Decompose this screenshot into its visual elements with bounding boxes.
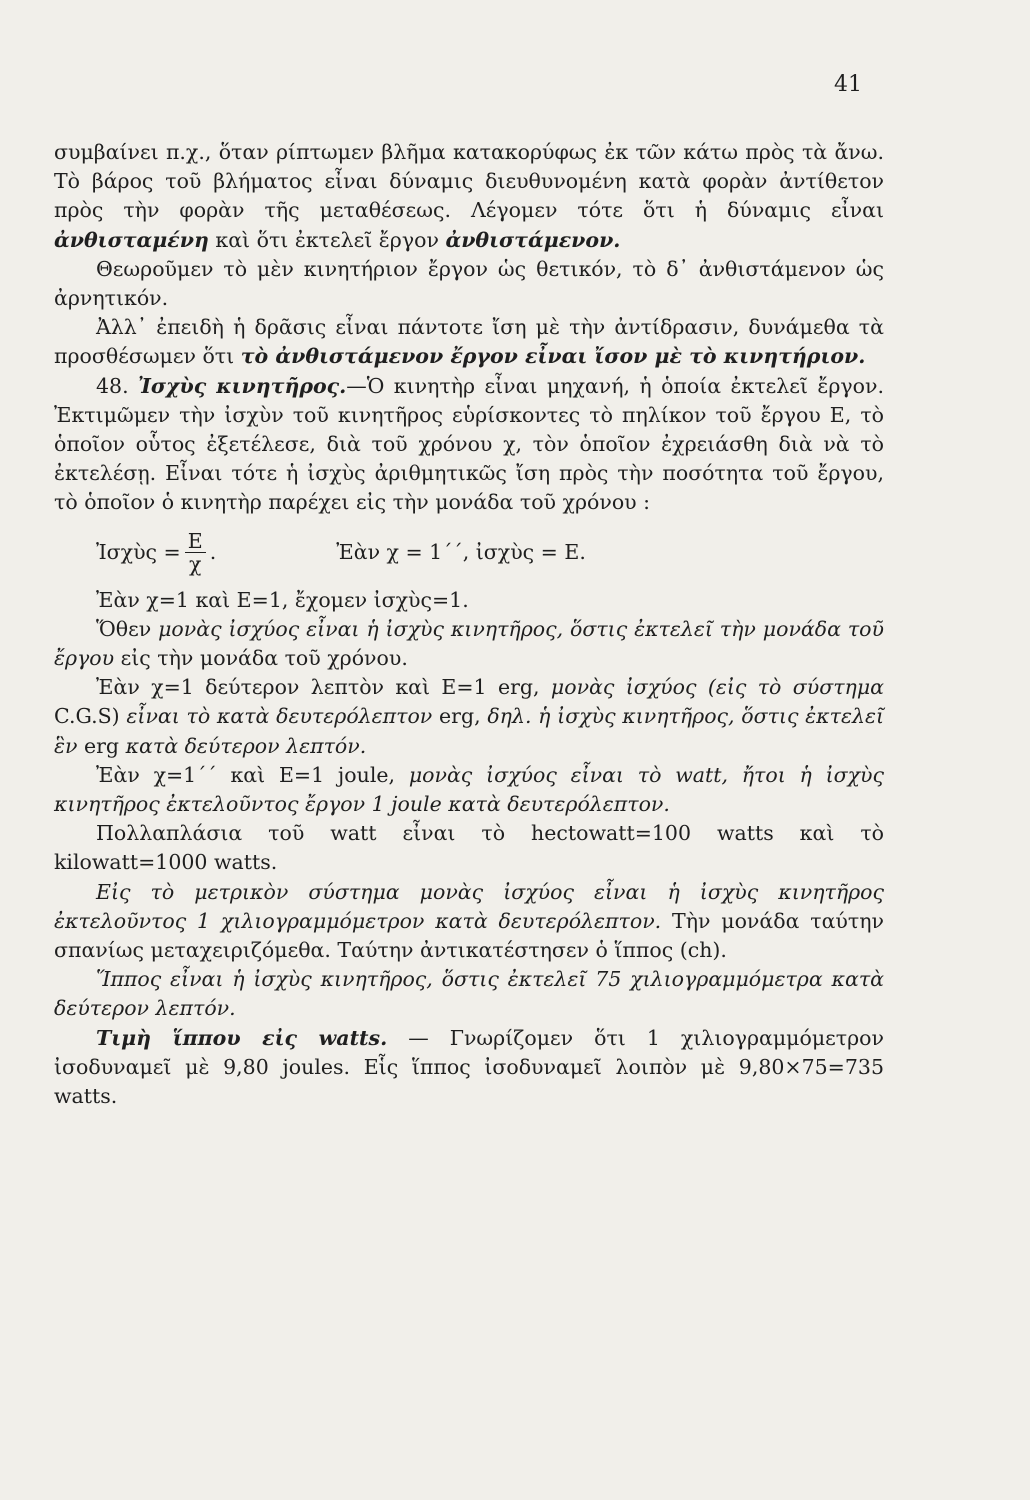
power-formula (96, 526, 884, 580)
definition: μονὰς ἰσχύος εἶναι ἡ ἰσχὺς κινητῆρος, ὅστις ἐκτελεῖ τὴν μονάδα τοῦ ἔργου (54, 616, 884, 671)
paragraph-10 (54, 878, 884, 966)
text: Ἐὰν χ=1 δεύτερον λεπτὸν καὶ Ε=1 erg, (96, 675, 540, 700)
text: C.G.S) (54, 704, 120, 729)
text: εἰς τὴν μονάδα τοῦ χρόνου. (120, 646, 408, 671)
emphasis: τὸ ἀνθιστάμενον ἔργον εἶναι ἴσον μὲ τὸ κινητήριον. (240, 344, 866, 369)
text: erg, (439, 704, 481, 729)
section-title: Τιμὴ ἵππου εἰς watts. (96, 1025, 388, 1050)
paragraph-11: Ἵππος εἶναι ἡ ἰσχὺς κινητῆρος, ὅστις ἐκτελεῖ 75 χιλιογραμμόμετρα κατὰ δεύτερον λεπτόν. (54, 967, 884, 1021)
definition: μονὰς ἰσχύος εἶναι τὸ watt, ἤτοι ἡ ἰσχὺς κινητῆρος ἐκτελοῦντος ἔργον 1 joule κατὰ δευτερόλεπτον. (54, 762, 884, 817)
fraction-denominator: χ (189, 552, 202, 577)
text: Ἀλλ᾽ ἐπειδὴ ἡ δρᾶσις εἶναι πάντοτε ἴση μὲ τὴν ἀντίδρασιν, δυνάμεθα τὰ προσθέσωμεν ὅτι (54, 315, 884, 369)
text: —Ὁ κινητὴρ εἶναι μηχανή, ἡ ὁποία ἐκτελεῖ ἔργον. Ἐκτιμῶμεν τὴν ἰσχὺν τοῦ κινητῆρος εὑρίσκοντες τὸ πηλίκον τοῦ ἔργου Ε, τὸ ὁποῖον οὗτος ἐξετέλεσε, διὰ τοῦ χρόνου χ, τὸν ὁποῖον ἐχρειάσθη διὰ νὰ τὸ ἐκτελέσῃ. Εἶναι τότε ἡ ἰσχὺς ἀριθμητικῶς ἴση πρὸς τὴν ποσότητα τοῦ ἔργου, τὸ ὁποῖον ὁ κινητὴρ παρέχει εἰς τὴν μονάδα τοῦ χρόνου : (54, 373, 884, 515)
paragraph-12 (54, 1024, 884, 1112)
text: Τὴν μονάδα ταύτην σπανίως μεταχειριζόμεθα. Ταύτην ἀντικατέστησεν ὁ ἵππος (ch). (54, 908, 884, 963)
definition: Εἰς τὸ μετρικὸν σύστημα μονὰς ἰσχύος εἶναι ἡ ἰσχὺς κινητῆρος ἐκτελοῦντος 1 χιλιογραμμόμετρον κατὰ δευτερόλεπτον. (54, 879, 884, 933)
page-body (54, 138, 884, 1111)
definition: κατὰ δεύτερον λεπτόν. (125, 733, 367, 758)
definition: δηλ. ἡ ἰσχὺς κινητῆρος, ὅστις ἐκτελεῖ ἓν (54, 704, 884, 758)
formula-right: Ἐὰν χ = 1΄΄, ἰσχὺς = Ε. (336, 540, 586, 565)
section-title: Ἰσχὺς κινητῆρος. (138, 373, 347, 398)
paragraph-2: Θεωροῦμεν τὸ μὲν κινητήριον ἔργον ὡς θετικόν, τὸ δ᾽ ἀνθιστάμενον ὡς ἀρνητικόν. (54, 256, 884, 311)
formula-dot: . (209, 540, 217, 565)
paragraph-3 (54, 313, 884, 371)
paragraph-7 (54, 673, 884, 761)
paragraph-5: Ἐὰν χ=1 καὶ Ε=1, ἔχομεν ἰσχὺς=1. (96, 587, 469, 612)
page-number: 41 (834, 72, 862, 97)
paragraph-6 (54, 615, 884, 673)
emphasis: ἀνθιστάμενον. (445, 227, 621, 252)
paragraph-8 (54, 761, 884, 819)
section-number: 48. (96, 373, 129, 398)
paragraph-1 (54, 138, 884, 255)
emphasis: ἀνθισταμένη (54, 227, 209, 252)
text: Ἐὰν χ=1΄΄ καὶ Ε=1 joule, (96, 762, 396, 787)
paragraph-9: Πολλαπλάσια τοῦ watt εἶναι τὸ hectowatt=100 watts καὶ τὸ kilowatt=1000 watts. (54, 821, 884, 875)
text: erg (84, 733, 120, 758)
formula-left: Ἰσχὺς = (96, 540, 181, 565)
section-48 (54, 372, 884, 518)
text: — Γνωρίζομεν ὅτι 1 χιλιογραμμόμετρον ἰσοδυναμεῖ μὲ 9,80 joules. Εἷς ἵππος ἰσοδυναμεῖ λοιπὸν μὲ 9,80×75=735 watts. (54, 1025, 884, 1109)
text: καὶ ὅτι ἐκτελεῖ ἔργον (215, 227, 439, 252)
text: συμβαίνει π.χ., ὅταν ρίπτωμεν βλῆμα κατακορύφως ἐκ τῶν κάτω πρὸς τὰ ἄνω. Τὸ βάρος τοῦ βλήματος εἶναι δύναμις διευθυνομένη κατὰ φορὰν ἀντίθετον πρὸς τὴν φορὰν τῆς μεταθέσεως. Λέγομεν τότε ὅτι ἡ δύναμις εἶναι (54, 140, 884, 223)
definition: εἶναι τὸ κατὰ δευτερόλεπτον (126, 704, 433, 729)
definition: μονὰς ἰσχύος (εἰς τὸ σύστημα (550, 675, 884, 700)
fraction-numerator: Ε (185, 530, 206, 553)
text: Ὅθεν (96, 616, 152, 641)
fraction (185, 530, 206, 575)
